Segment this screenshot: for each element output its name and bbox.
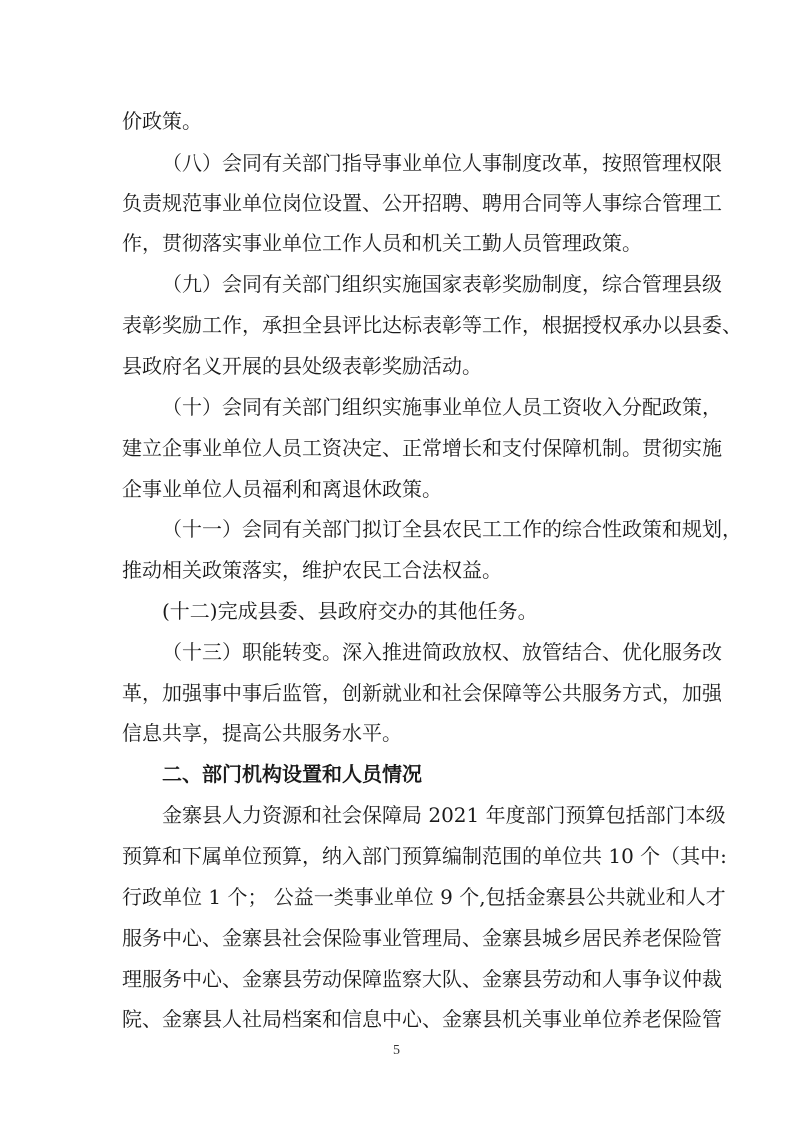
page-number: 5	[393, 1043, 400, 1058]
text-line: 推动相关政策落实，维护农民工合法权益。	[122, 558, 502, 582]
text-line: 信息共享，提高公共服务水平。	[122, 721, 402, 745]
text-line: 金寨县人力资源和社会保障局 2021 年度部门预算包括部门本级	[162, 803, 726, 827]
text-line: 院、金寨县人社局档案和信息中心、金寨县机关事业单位养老保险管	[122, 1007, 722, 1031]
text-line: 负责规范事业单位岗位设置、公开招聘、聘用合同等人事综合管理工	[122, 191, 722, 215]
text-line: 服务中心、金寨县社会保险事业管理局、金寨县城乡居民养老保险管	[122, 926, 722, 950]
text-line: （十一）会同有关部门拟订全县农民工工作的综合性政策和规划，	[162, 517, 742, 541]
text-line: （八）会同有关部门指导事业单位人事制度改革，按照管理权限	[162, 151, 722, 175]
text-line: 县政府名义开展的县处级表彰奖励活动。	[122, 354, 482, 378]
text-line: 革，加强事中事后监管，创新就业和社会保障等公共服务方式，加强	[122, 681, 722, 705]
text-line: （十三）职能转变。深入推进简政放权、放管结合、优化服务改	[162, 640, 722, 664]
text-line: 建立企事业单位人员工资决定、正常增长和支付保障机制。贯彻实施	[122, 436, 722, 460]
text-line: 价政策。	[122, 109, 202, 133]
text-line: 理服务中心、金寨县劳动保障监察大队、金寨县劳动和人事争议仲裁	[122, 967, 722, 991]
text-line: 企事业单位人员福利和离退休政策。	[122, 477, 442, 501]
section-heading: 二、部门机构设置和人员情况	[162, 762, 422, 786]
text-line: 行政单位 1 个； 公益一类事业单位 9 个,包括金寨县公共就业和人才	[122, 885, 726, 909]
text-line: (十二)完成县委、县政府交办的其他任务。	[162, 599, 538, 623]
text-line: 表彰奖励工作，承担全县评比达标表彰等工作，根据授权承办以县委、	[122, 313, 742, 337]
text-line: 预算和下属单位预算，纳入部门预算编制范围的单位共 10 个（其中:	[122, 844, 727, 868]
text-line: （十）会同有关部门组织实施事业单位人员工资收入分配政策，	[162, 395, 722, 419]
text-line: （九）会同有关部门组织实施国家表彰奖励制度，综合管理县级	[162, 272, 722, 296]
text-line: 作，贯彻落实事业单位工作人员和机关工勤人员管理政策。	[122, 231, 642, 255]
